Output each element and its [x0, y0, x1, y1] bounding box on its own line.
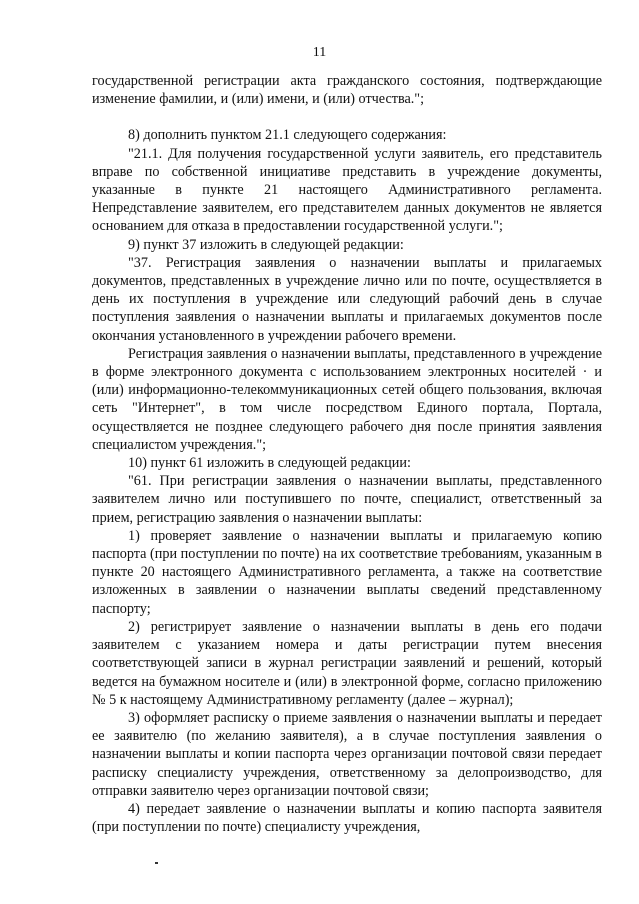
- paragraph-subitem-3: 3) оформляет расписку о приеме заявления о назначении выплаты и передает ее заявителю (по желанию заявителя), а в случае поступления заявления о назначении выплаты и копии паспорта через организации почтовой связи передает расписку специалисту учреждения, ответственному за делопроизводство, для отправки заявителю через организации почтовой связи;: [92, 709, 602, 799]
- paragraph-item-9: 9) пункт 37 изложить в следующей редакции:: [128, 236, 404, 253]
- paragraph-clause-21-1: "21.1. Для получения государственной услуги заявитель, его представитель вправе по собственной инициативе представить в учреждение документы, указанные в пункте 21 настоящего Административного регламента. Непредставление заявителем, его представителем данных документов не является основанием для отказа в предоставлении государственной услуги.";: [92, 145, 602, 235]
- paragraph-subitem-2: 2) регистрирует заявление о назначении выплаты в день его подачи заявителем с указанием номера и даты регистрации путем внесения соответствующей записи в журнал регистрации заявлений и решений, который ведется на бумажном носителе и (или) в электронной форме, согласно приложению № 5 к настоящему Административному регламенту (далее – журнал);: [92, 618, 602, 708]
- paragraph-clause-61: "61. При регистрации заявления о назначении выплаты, представленного заявителем лично или поступившего по почте, специалист, ответственный за прием, регистрацию заявления о назначении выплаты:: [92, 473, 602, 526]
- page-number: 11: [312, 45, 327, 60]
- paragraph-clause-37-registration: Регистрация заявления о назначении выплаты, представленного в учреждение в форме электронного документа с использованием электронных носителей · и (или) информационно-телекоммуникационных сетей общего пользования, включая сеть "Интернет", в том числе посредством Единого портала, Портала, осуществляется не позднее следующего рабочего дня после принятия заявления специалистом учреждения.";: [92, 345, 602, 453]
- paragraph-clause-37: "37. Регистрация заявления о назначении выплаты и прилагаемых документов, представленных в учреждение лично или по почте, осуществляется в день их поступления в учреждение или следующий рабочий день в случае поступления заявления о назначении выплаты и прилагаемых документов после окончания установленного в учреждении рабочего времени.: [92, 254, 602, 344]
- document-body: [92, 72, 602, 836]
- paragraph-continuation: государственной регистрации акта гражданского состояния, подтверждающие изменение фамилии, и (или) имени, и (или) отчества.";: [92, 73, 602, 108]
- scan-speck: [155, 862, 158, 864]
- paragraph-item-8: 8) дополнить пунктом 21.1 следующего содержания:: [128, 127, 447, 144]
- paragraph-item-10: 10) пункт 61 изложить в следующей редакции:: [128, 455, 411, 472]
- paragraph-subitem-4: 4) передает заявление о назначении выплаты и копию паспорта заявителя (при поступлении по почте) специалисту учреждения,: [92, 800, 602, 836]
- paragraph-subitem-1: 1) проверяет заявление о назначении выплаты и прилагаемую копию паспорта (при поступлении по почте) на их соответствие требованиям, указанным в пункте 20 настоящего Административного регламента, а также на соответствие изложенных в заявлении о назначении выплаты сведений представленному паспорту;: [92, 527, 602, 617]
